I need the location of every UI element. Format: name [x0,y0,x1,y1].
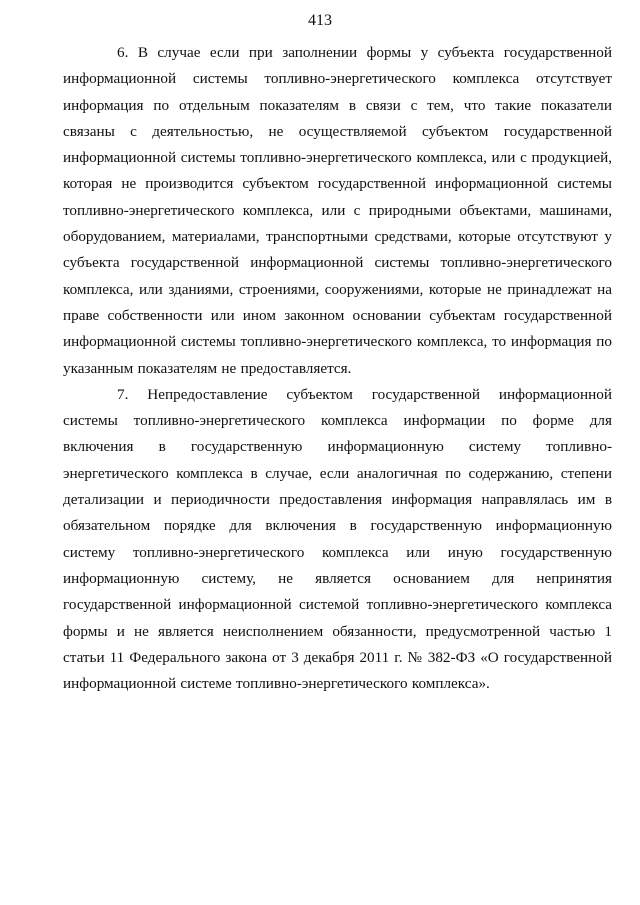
paragraph-7: 7. Непредоставление субъектом государственной информационной системы топливно-энергетического комплекса информации по форме для включения в государственную информационную систему топливно-энергетического комплекса в случае, если аналогичная по содержанию, степени детализации и периодичности предоставления информация направлялась им в обязательном порядке для включения в государственную информационную систему топливно-энергетического комплекса или иную государственную информационную систему, не является основанием для непринятия государственной информационной системой топливно-энергетического комплекса формы и не является неисполнением обязанности, предусмотренной частью 1 статьи 11 Федерального закона от 3 декабря 2011 г. № 382-ФЗ «О государственной информационной системе топливно-энергетического комплекса». [63,385,612,693]
paragraph-6: 6. В случае если при заполнении формы у субъекта государственной информационной системы топливно-энергетического комплекса отсутствует информация по отдельным показателям в связи с тем, что такие показатели связаны с деятельностью, не осуществляемой субъектом государственной информационной системы топливно-энергетического комплекса, или с продукцией, которая не производится субъектом государственной информационной системы топливно-энергетического комплекса, или с природными объектами, машинами, оборудованием, материалами, транспортными средствами, которые отсутствуют у субъекта государственной информационной системы топливно-энергетического комплекса, или зданиями, строениями, сооружениями, которые не принадлежат на праве собственности или ином законном основании субъектам государственной информационной системы топливно-энергетического комплекса, то информация по указанным показателям не предоставляется. [63,44,612,377]
document-body [63,40,612,697]
page-number: 413 [308,12,332,29]
